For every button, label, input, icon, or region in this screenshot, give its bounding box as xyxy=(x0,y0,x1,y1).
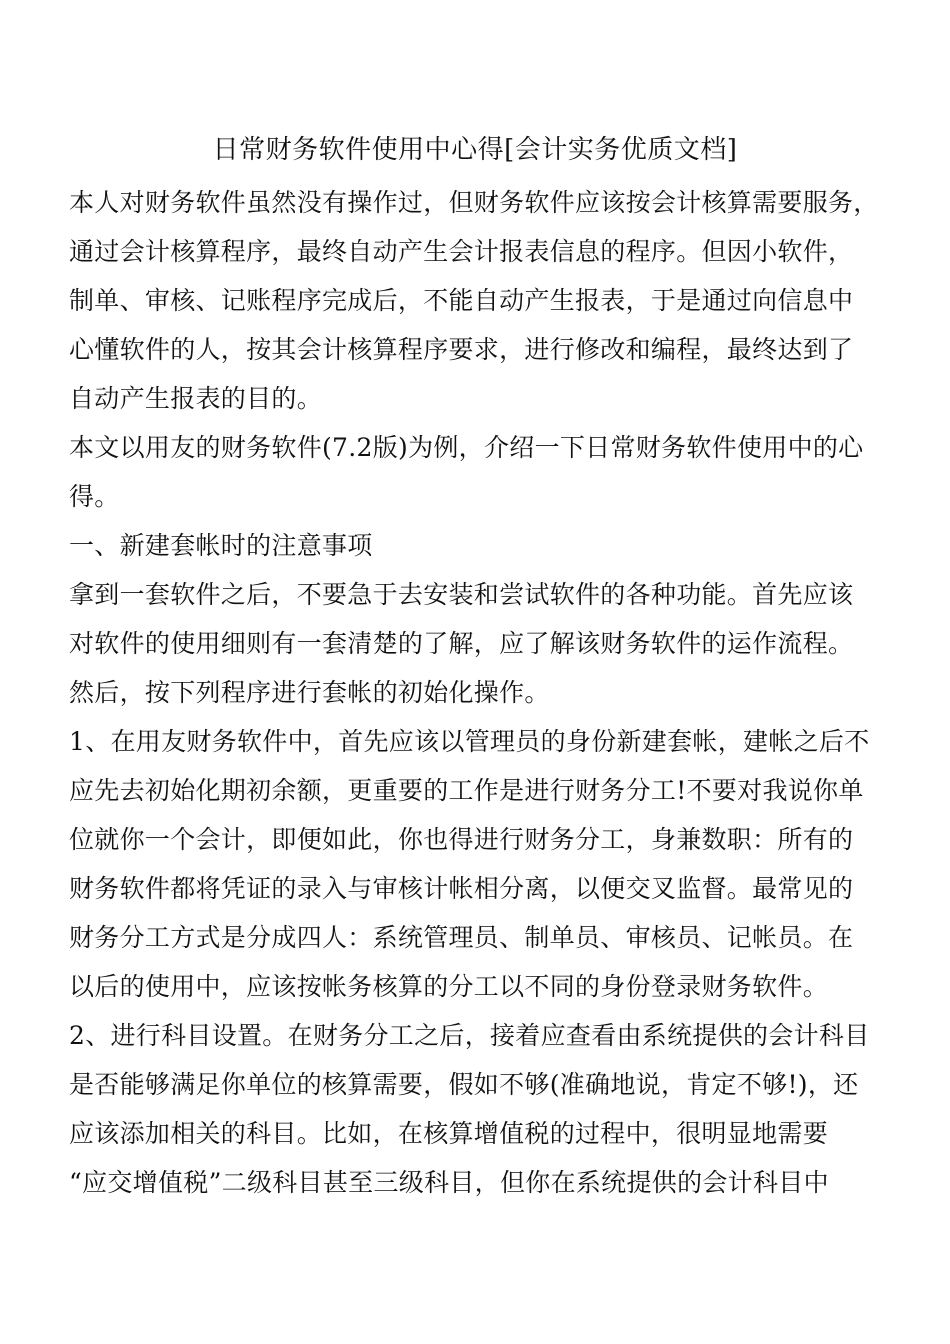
text-line: 对软件的使用细则有一套清楚的了解，应了解该财务软件的运作流程。 xyxy=(69,629,854,658)
text-line: 本文以用友的财务软件(7.2版)为例，介绍一下日常财务软件使用中的心 xyxy=(69,433,864,462)
text-line: 得。 xyxy=(69,482,120,511)
text-line: 是否能够满足你单位的核算需要，假如不够(准确地说，肯定不够!)，还 xyxy=(69,1070,859,1099)
text-line: 应该添加相关的科目。比如，在核算增值税的过程中，很明显地需要 xyxy=(69,1119,829,1148)
text-line: 拿到一套软件之后，不要急于去安装和尝试软件的各种功能。首先应该 xyxy=(69,580,854,609)
text-line: 然后，按下列程序进行套帐的初始化操作。 xyxy=(69,678,550,707)
section-heading: 一、新建套帐时的注意事项 xyxy=(69,531,373,560)
text-line: 心懂软件的人，按其会计核算程序要求，进行修改和编程，最终达到了 xyxy=(69,335,854,364)
text-line: 位就你一个会计，即便如此，你也得进行财务分工，身兼数职：所有的 xyxy=(69,825,854,854)
document-title: 日常财务软件使用中心得[会计实务优质文档] xyxy=(212,135,738,165)
text-line: 1、在用友财务软件中，首先应该以管理员的身份新建套帐，建帐之后不 xyxy=(69,727,870,756)
text-line: 通过会计核算程序，最终自动产生会计报表信息的程序。但因小软件， xyxy=(69,237,854,266)
text-line: 以后的使用中，应该按帐务核算的分工以不同的身份登录财务软件。 xyxy=(69,972,829,1001)
text-line: 2、进行科目设置。在财务分工之后，接着应查看由系统提供的会计科目 xyxy=(69,1021,870,1050)
text-line: 本人对财务软件虽然没有操作过，但财务软件应该按会计核算需要服务， xyxy=(69,188,879,217)
text-line: 自动产生报表的目的。 xyxy=(69,384,323,413)
text-line: 应先去初始化期初余额，更重要的工作是进行财务分工!不要对我说你单 xyxy=(69,776,864,805)
text-line: 财务软件都将凭证的录入与审核计帐相分离，以便交叉监督。最常见的 xyxy=(69,874,854,903)
text-line: 制单、审核、记账程序完成后，不能自动产生报表，于是通过向信息中 xyxy=(69,286,854,315)
document-body xyxy=(69,178,889,1207)
text-line: “应交增值税”二级科目甚至三级科目，但你在系统提供的会计科目中 xyxy=(69,1168,829,1197)
text-line: 财务分工方式是分成四人：系统管理员、制单员、审核员、记帐员。在 xyxy=(69,923,854,952)
